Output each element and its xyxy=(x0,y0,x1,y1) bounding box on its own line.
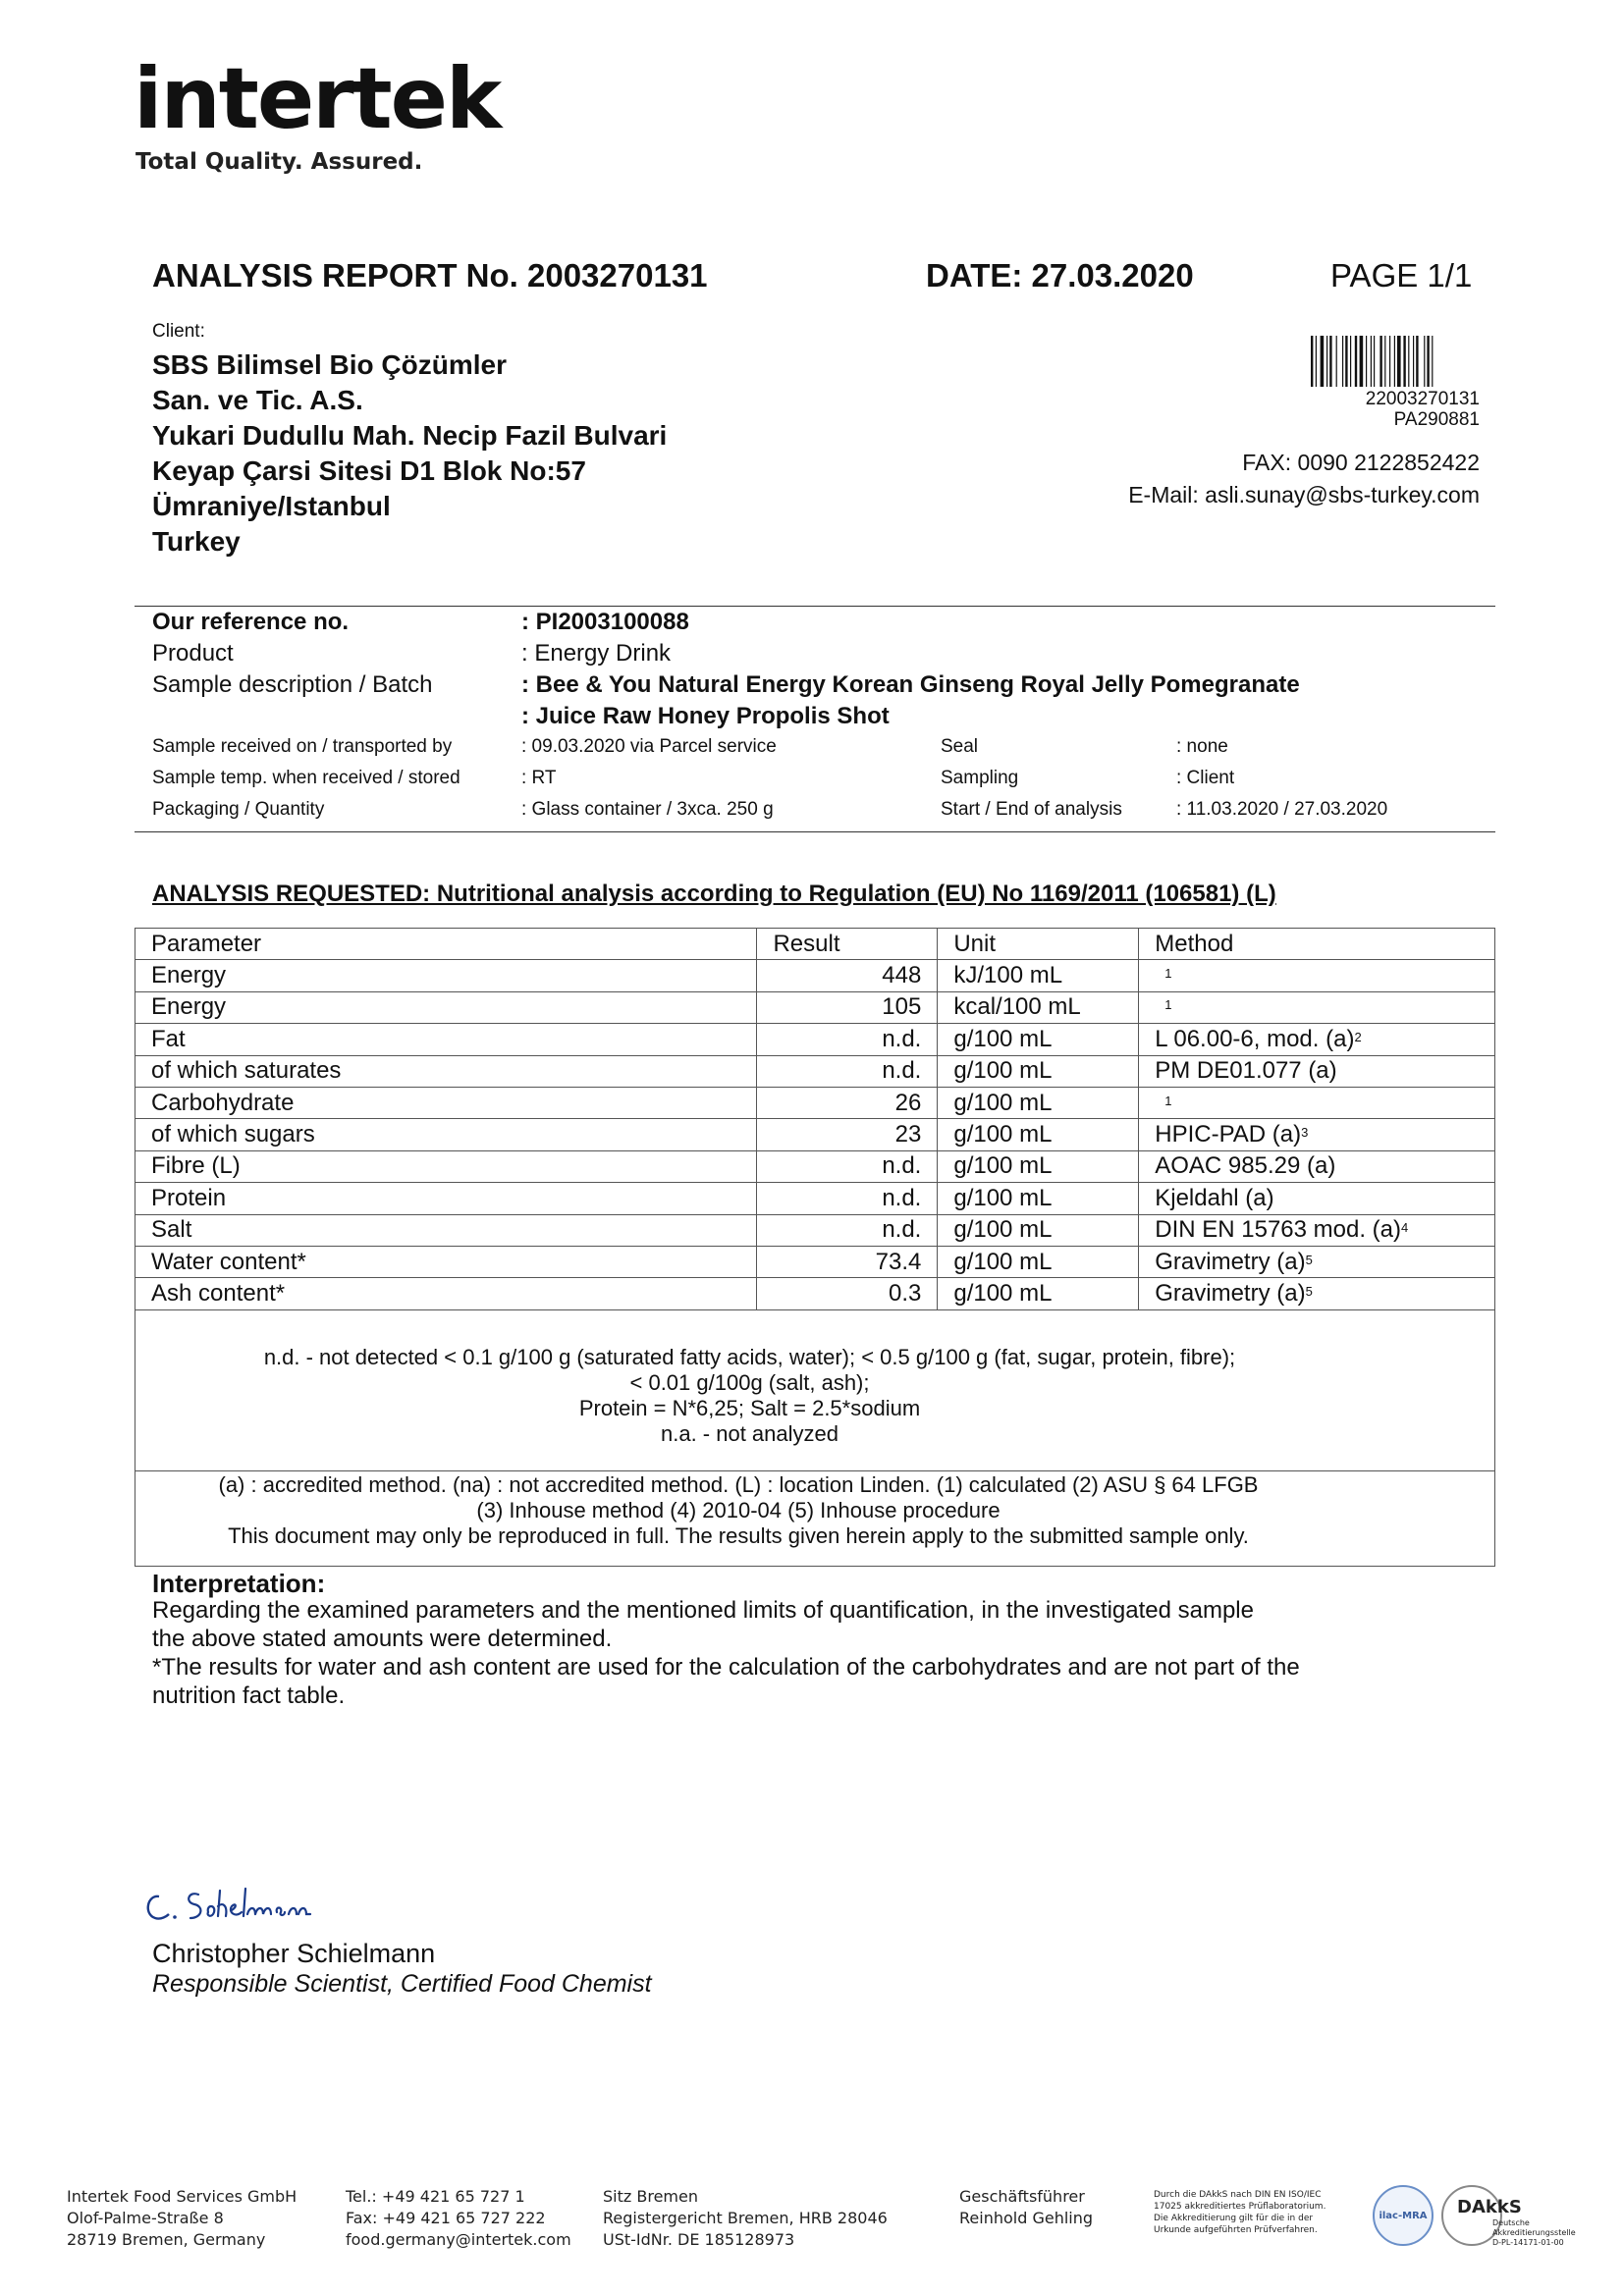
nd-note: < 0.01 g/100g (salt, ash); xyxy=(629,1370,870,1395)
footnote-marker: 3 xyxy=(1301,1125,1309,1141)
footer-line: Reinhold Gehling xyxy=(959,2209,1094,2227)
param-cell: Protein xyxy=(135,1183,757,1214)
param-cell: of which saturates xyxy=(135,1055,757,1087)
table-row xyxy=(135,960,1495,991)
footer-line: Registergericht Bremen, HRB 28046 xyxy=(603,2209,888,2227)
method-text: HPIC-PAD (a) xyxy=(1155,1121,1302,1148)
dakks-subtext xyxy=(1492,2218,1576,2248)
logo-wordmark: intertek xyxy=(134,50,501,148)
our-reference-value: : PI2003100088 xyxy=(521,609,689,635)
client-line: Yukari Dudullu Mah. Necip Fazil Bulvari xyxy=(152,420,668,451)
table-row xyxy=(135,1150,1495,1182)
unit-cell: g/100 mL xyxy=(938,1214,1139,1246)
footer-line: Geschäftsführer xyxy=(959,2187,1085,2206)
table-row xyxy=(135,1087,1495,1118)
unit-cell: g/100 mL xyxy=(938,1278,1139,1309)
method-text: Kjeldahl (a) xyxy=(1155,1184,1274,1211)
unit-cell: g/100 mL xyxy=(938,1119,1139,1150)
fax: FAX: 0090 2122852422 xyxy=(1242,450,1480,475)
unit-cell: g/100 mL xyxy=(938,1246,1139,1277)
sample-description-value-2: : Juice Raw Honey Propolis Shot xyxy=(521,703,890,729)
result-cell: n.d. xyxy=(757,1024,938,1055)
analysis-period-value: : 11.03.2020 / 27.03.2020 xyxy=(1176,799,1388,820)
nd-note: Protein = N*6,25; Salt = 2.5*sodium xyxy=(578,1396,921,1420)
footnote-marker: 1 xyxy=(1164,966,1172,982)
method-text: DIN EN 15763 mod. (a) xyxy=(1155,1216,1402,1244)
method-text: PM DE01.077 (a) xyxy=(1155,1057,1337,1085)
result-cell: n.d. xyxy=(757,1055,938,1087)
product-label: Product xyxy=(152,640,234,667)
result-cell: n.d. xyxy=(757,1183,938,1214)
results-table xyxy=(135,928,1495,1310)
footer-line: 17025 akkreditiertes Prüflaboratorium. xyxy=(1154,2202,1326,2212)
table-row xyxy=(135,1055,1495,1087)
legend-note: (3) Inhouse method (4) 2010-04 (5) Inhouse procedure xyxy=(476,1498,1001,1522)
footer-company xyxy=(67,2186,297,2251)
our-reference-label: Our reference no. xyxy=(152,609,350,635)
method-cell xyxy=(1139,1087,1495,1118)
signatory-role: Responsible Scientist, Certified Food Chemist xyxy=(152,1970,652,1998)
dakks-label: DAkkS xyxy=(1457,2197,1522,2217)
method-cell xyxy=(1139,1214,1495,1246)
interpretation-line: Regarding the examined parameters and the mentioned limits of quantification, in the investigated sample xyxy=(152,1597,1254,1624)
analysis-period-label: Start / End of analysis xyxy=(941,799,1122,820)
result-cell: 73.4 xyxy=(757,1246,938,1277)
footer-contact xyxy=(346,2186,571,2251)
unit-cell: g/100 mL xyxy=(938,1183,1139,1214)
result-cell: n.d. xyxy=(757,1214,938,1246)
sample-description-label: Sample description / Batch xyxy=(152,671,433,698)
footer-registration xyxy=(603,2186,888,2251)
client-line: San. ve Tic. A.S. xyxy=(152,385,363,415)
client-line: Ümraniye/Istanbul xyxy=(152,491,391,521)
footer-line: Durch die DAkkS nach DIN EN ISO/IEC xyxy=(1154,2190,1322,2200)
received-value: : 09.03.2020 via Parcel service xyxy=(521,736,777,757)
handwritten-signature xyxy=(137,1875,324,1929)
table-row xyxy=(135,991,1495,1023)
unit-cell: g/100 mL xyxy=(938,1150,1139,1182)
divider xyxy=(135,831,1495,832)
method-text: Gravimetry (a) xyxy=(1155,1248,1306,1275)
footnote-marker: 5 xyxy=(1305,1283,1313,1299)
seal-value: : none xyxy=(1176,736,1228,757)
header-method: Method xyxy=(1139,929,1495,960)
table-row xyxy=(135,1024,1495,1055)
param-cell: Energy xyxy=(135,960,757,991)
client-line: Keyap Çarsi Sitesi D1 Blok No:57 xyxy=(152,455,586,486)
interpretation-line: nutrition fact table. xyxy=(152,1682,346,1709)
param-cell: Fibre (L) xyxy=(135,1150,757,1182)
param-cell: Ash content* xyxy=(135,1278,757,1309)
method-cell xyxy=(1139,1278,1495,1309)
sampling-value: : Client xyxy=(1176,768,1235,788)
dakks-notice xyxy=(1154,2189,1325,2236)
legend-note: This document may only be reproduced in full. The results given herein apply to the submitted sample only. xyxy=(228,1523,1249,1548)
table-row xyxy=(135,1214,1495,1246)
client-contact xyxy=(982,447,1480,511)
legend-note: (a) : accredited method. (na) : not accredited method. (L) : location Linden. (1) calculated (2) ASU § 64 LFGB xyxy=(218,1472,1259,1497)
ilac-mra-label: ilac-MRA xyxy=(1379,2210,1428,2221)
footer-management xyxy=(959,2186,1093,2229)
param-cell: Fat xyxy=(135,1024,757,1055)
page-number: PAGE 1/1 xyxy=(1330,257,1473,294)
temperature-value: : RT xyxy=(521,768,557,788)
footer-line: food.germany@intertek.com xyxy=(346,2230,571,2249)
unit-cell: g/100 mL xyxy=(938,1055,1139,1087)
result-cell: 23 xyxy=(757,1119,938,1150)
footnote-marker: 1 xyxy=(1164,1093,1172,1108)
received-label: Sample received on / transported by xyxy=(152,736,453,757)
barcode-icon xyxy=(1311,336,1480,387)
method-text: AOAC 985.29 (a) xyxy=(1155,1152,1336,1180)
footnote-marker: 1 xyxy=(1164,997,1172,1013)
email: E-Mail: asli.sunay@sbs-turkey.com xyxy=(1128,482,1480,507)
footer-line: Olof-Palme-Straße 8 xyxy=(67,2209,224,2227)
method-cell xyxy=(1139,1150,1495,1182)
result-cell: n.d. xyxy=(757,1150,938,1182)
result-cell: 0.3 xyxy=(757,1278,938,1309)
ilac-mra-logo xyxy=(1373,2185,1434,2246)
analysis-heading: ANALYSIS REQUESTED: Nutritional analysis according to Regulation (EU) No 1169/2011 (106581) (L) xyxy=(152,881,1276,907)
footer-line: Fax: +49 421 65 727 222 xyxy=(346,2209,546,2227)
unit-cell: kJ/100 mL xyxy=(938,960,1139,991)
signatory-name: Christopher Schielmann xyxy=(152,1939,436,1968)
interpretation-title: Interpretation: xyxy=(152,1569,326,1598)
client-address xyxy=(152,347,667,560)
packaging-label: Packaging / Quantity xyxy=(152,799,325,820)
footer-line: D-PL-14171-01-00 xyxy=(1492,2238,1564,2247)
param-cell: of which sugars xyxy=(135,1119,757,1150)
sample-description-value: : Bee & You Natural Energy Korean Ginseng Royal Jelly Pomegranate xyxy=(521,671,1300,698)
divider xyxy=(135,606,1495,607)
client-label: Client: xyxy=(152,321,205,342)
param-cell: Water content* xyxy=(135,1246,757,1277)
footer-line: Die Akkreditierung gilt für die in der xyxy=(1154,2214,1314,2223)
product-value: : Energy Drink xyxy=(521,640,672,667)
table-row xyxy=(135,1246,1495,1277)
method-text: L 06.00-6, mod. (a) xyxy=(1155,1025,1355,1052)
result-cell: 26 xyxy=(757,1087,938,1118)
method-cell xyxy=(1139,1055,1495,1087)
method-cell xyxy=(1139,1246,1495,1277)
logo-tagline: Total Quality. Assured. xyxy=(135,149,423,175)
unit-cell: g/100 mL xyxy=(938,1087,1139,1118)
footnote-marker: 2 xyxy=(1354,1029,1362,1044)
nd-note: n.a. - not analyzed xyxy=(660,1421,839,1446)
report-title: ANALYSIS REPORT No. 2003270131 xyxy=(152,257,708,294)
header-result: Result xyxy=(757,929,938,960)
method-cell xyxy=(1139,1024,1495,1055)
nd-note: n.d. - not detected < 0.1 g/100 g (saturated fatty acids, water); < 0.5 g/100 g (fat, sugar, protein, fibre); xyxy=(263,1345,1236,1369)
result-cell: 105 xyxy=(757,991,938,1023)
report-date: DATE: 27.03.2020 xyxy=(926,257,1194,294)
seal-label: Seal xyxy=(941,736,979,757)
packaging-value: : Glass container / 3xca. 250 g xyxy=(521,799,774,820)
param-cell: Salt xyxy=(135,1214,757,1246)
temperature-label: Sample temp. when received / stored xyxy=(152,768,460,788)
header-unit: Unit xyxy=(938,929,1139,960)
method-cell xyxy=(1139,960,1495,991)
footer-line: Intertek Food Services GmbH xyxy=(67,2187,298,2206)
barcode-caption xyxy=(1276,389,1480,430)
result-cell: 448 xyxy=(757,960,938,991)
method-cell xyxy=(1139,1183,1495,1214)
client-line: SBS Bilimsel Bio Çözümler xyxy=(152,349,507,380)
footnote-marker: 4 xyxy=(1401,1220,1409,1236)
table-row xyxy=(135,1278,1495,1309)
footer-line: Tel.: +49 421 65 727 1 xyxy=(346,2187,525,2206)
sampling-label: Sampling xyxy=(941,768,1019,788)
footnote-marker: 5 xyxy=(1305,1252,1313,1267)
client-line: Turkey xyxy=(152,526,241,557)
table-row xyxy=(135,1183,1495,1214)
footer-line: Sitz Bremen xyxy=(603,2187,698,2206)
method-cell xyxy=(1139,991,1495,1023)
interpretation-line: *The results for water and ash content are used for the calculation of the carbohydrates and are not part of the xyxy=(152,1654,1300,1681)
method-cell xyxy=(1139,1119,1495,1150)
header-parameter: Parameter xyxy=(135,929,757,960)
footer-line: Deutsche xyxy=(1492,2218,1530,2227)
footer-line: 28719 Bremen, Germany xyxy=(67,2230,266,2249)
footer-line: USt-IdNr. DE 185128973 xyxy=(603,2230,795,2249)
footer-line: Akkreditierungsstelle xyxy=(1492,2228,1576,2237)
param-cell: Carbohydrate xyxy=(135,1087,757,1118)
footer-line: Urkunde aufgeführten Prüfverfahren. xyxy=(1154,2225,1318,2235)
barcode-number: 22003270131 xyxy=(1365,389,1480,409)
param-cell: Energy xyxy=(135,991,757,1023)
intertek-logo xyxy=(134,50,501,148)
method-text: Gravimetry (a) xyxy=(1155,1279,1306,1307)
interpretation-line: the above stated amounts were determined. xyxy=(152,1626,613,1652)
unit-cell: kcal/100 mL xyxy=(938,991,1139,1023)
table-row xyxy=(135,1119,1495,1150)
divider xyxy=(135,1470,1495,1471)
table-header-row xyxy=(135,929,1495,960)
unit-cell: g/100 mL xyxy=(938,1024,1139,1055)
barcode-code: PA290881 xyxy=(1393,409,1480,430)
